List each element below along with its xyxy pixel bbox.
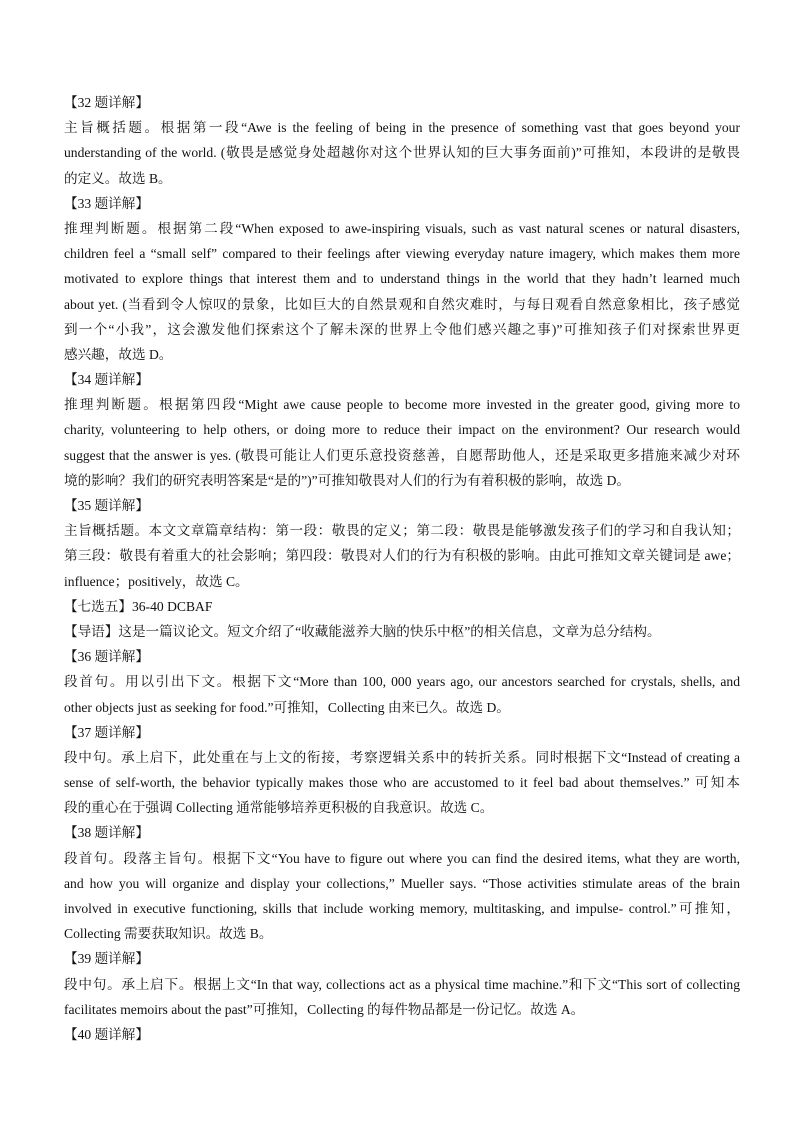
q39-text-line: facilitates memoirs about the past”可推知，Collecting 的每件物品都是一份记忆。故选 A。	[64, 1001, 585, 1017]
q38-text-line: Collecting 需要获取知识。故选 B。	[64, 926, 273, 942]
q33-text-line: motivated to explore things that interest them and to understand things in the world that they hadn’t learned much	[64, 271, 740, 287]
q35-text-line: influence；positively，故选 C。	[64, 573, 249, 589]
q39-text-line: 段中句。承上启下。根据上文“In that way, collections act as a physical time machine.”和下文“This sort of collecting	[64, 976, 740, 992]
q34-text-line: charity, volunteering to help others, or doing more to reduce their impact on the environment? Our research would	[64, 422, 740, 438]
q32-text-line: understanding of the world. (敬畏是感觉身处超越你对这个世界认知的巨大事务面前)”可推知，本段讲的是敬畏	[64, 145, 740, 161]
q34-text-line: 境的影响？我们的研究表明答案是“是的”)”可推知敬畏对人们的行为有着积极的影响，故选 D。	[64, 472, 630, 488]
q39-heading: 【39 题详解】	[64, 951, 149, 967]
q37-heading: 【37 题详解】	[64, 724, 149, 740]
q32-text-line: 主旨概括题。根据第一段“Awe is the feeling of being in the presence of something vast that goes beyond your	[64, 120, 740, 136]
q33-text-line: 感兴趣，故选 D。	[64, 346, 173, 362]
q33-text-line: children feel a “small self” compared to their feelings after viewing everyday nature imagery, which makes them more	[64, 246, 740, 262]
q34-heading: 【34 题详解】	[64, 372, 149, 388]
q38-text-line: involved in executive functioning, skills that include working memory, multitasking, and impulse- control.”可推知，	[64, 901, 740, 916]
q38-heading: 【38 题详解】	[64, 825, 149, 841]
q36-heading: 【36 题详解】	[64, 649, 149, 665]
section-heading-seven-choose-five: 【七选五】36-40 DCBAF	[64, 598, 213, 614]
passage-intro: 【导语】这是一篇议论文。短文介绍了“收藏能滋养大脑的快乐中枢”的相关信息，文章为总分结构。	[64, 623, 661, 639]
q36-text-line: other objects just as seeking for food.”可推知，Collecting 由来已久。故选 D。	[64, 699, 510, 715]
q35-text-line: 主旨概括题。本文文章篇章结构：第一段：敬畏的定义；第二段：敬畏是能够激发孩子们的学习和自我认知；	[64, 523, 740, 539]
q33-text-line: 到一个“小我”，这会激发他们探索这个了解未深的世界上令他们感兴趣之事)”可推知孩子们对探索世界更	[64, 321, 740, 337]
q33-text-line: 推理判断题。根据第二段“When exposed to awe-inspiring visuals, such as vast natural scenes or natural disasters,	[64, 220, 740, 236]
q35-heading: 【35 题详解】	[64, 498, 149, 513]
q40-heading: 【40 题详解】	[64, 1026, 149, 1042]
q37-text-line: sense of self-worth, the behavior typically makes those who are accustomed to it feel bad about themselves.” 可知本	[64, 775, 740, 791]
q36-text-line: 段首句。用以引出下文。根据下文“More than 100, 000 years ago, our ancestors searched for crystals, shells, and	[64, 674, 740, 690]
q37-text-line: 段中句。承上启下，此处重在与上文的衔接，考察逻辑关系中的转折关系。同时根据下文“Instead of creating a	[64, 749, 740, 765]
q35-text-line: 第三段：敬畏有着重大的社会影响；第四段：敬畏对人们的行为有积极的影响。由此可推知文章关键词是 awe；	[64, 548, 740, 564]
q38-text-line: and how you will organize and display your collections,” Mueller says. “Those activities stimulate areas of the brain	[64, 875, 740, 891]
q32-heading: 【32 题详解】	[64, 95, 149, 110]
q34-text-line: suggest that the answer is yes. (敬畏可能让人们更乐意投资慈善，自愿帮助他人，还是采取更多措施来减少对环	[64, 447, 740, 463]
q34-text-line: 推理判断题。根据第四段“Might awe cause people to become more invested in the greater good, giving more to	[64, 397, 740, 413]
q33-text-line: about yet. (当看到令人惊叹的景象，比如巨大的自然景观和自然灾难时，与每日观看自然意象相比，孩子感觉	[64, 296, 740, 312]
answer-explanations	[64, 90, 740, 1047]
q38-text-line: 段首句。段落主旨句。根据下文“You have to figure out where you can find the desired items, what they are worth,	[64, 850, 740, 866]
q33-heading: 【33 题详解】	[64, 195, 149, 211]
q32-text-line: 的定义。故选 B。	[64, 170, 172, 186]
q37-text-line: 段的重心在于强调 Collecting 通常能够培养更积极的自我意识。故选 C。	[64, 800, 494, 816]
